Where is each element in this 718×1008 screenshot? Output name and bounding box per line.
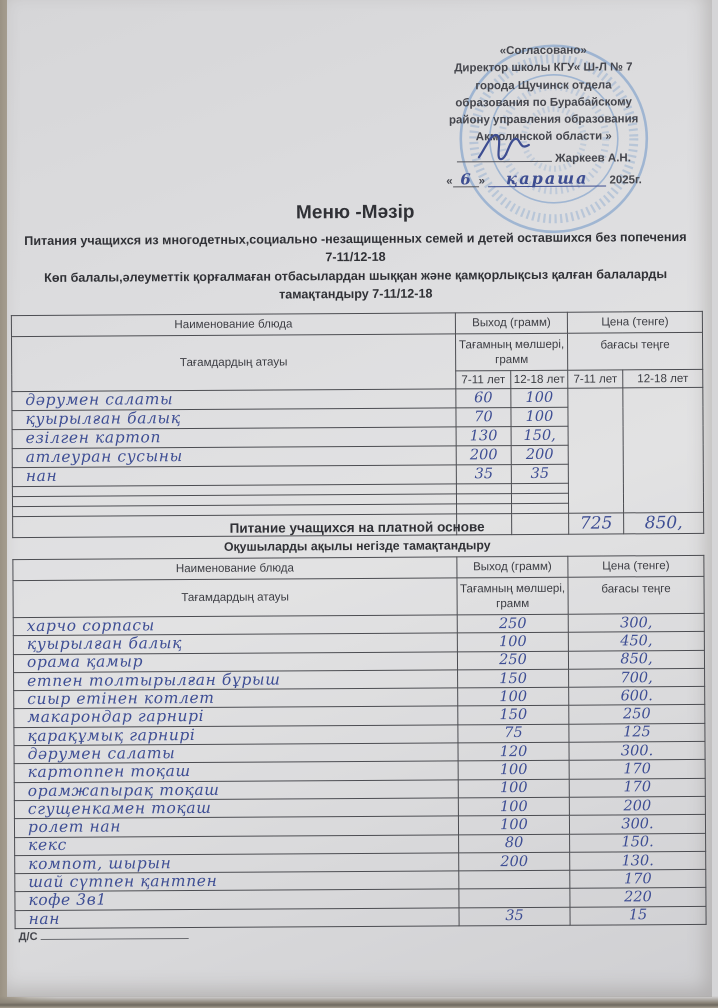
col-header-name-ru: Наименование блюда xyxy=(13,557,457,581)
col-header-output-ru: Выход (грамм) xyxy=(457,556,568,578)
col-header-price-ru: Цена (тенге) xyxy=(567,311,702,333)
date-year: 2025г. xyxy=(609,174,642,187)
dish-name: дәрумен салаты xyxy=(14,743,458,764)
col-header-name-ru: Наименование блюда xyxy=(11,313,455,337)
price: 300, xyxy=(568,613,704,632)
free-meals-table xyxy=(11,311,704,538)
empty-cell xyxy=(511,483,568,493)
portion: 100 xyxy=(458,797,569,816)
price: 15 xyxy=(570,906,706,925)
portion: 100 xyxy=(457,633,568,652)
price: 700, xyxy=(569,668,705,687)
approval-line: «Согласовано» xyxy=(499,44,587,58)
empty-cell xyxy=(456,484,511,494)
paid-meals-table xyxy=(12,555,706,929)
total-price-7-11: 725 xyxy=(569,513,624,534)
price: 850, xyxy=(568,650,704,669)
dish-name: орама қамыр xyxy=(13,651,457,672)
dish-name: компот, шырын xyxy=(15,853,459,874)
price-12-18-merged xyxy=(623,387,704,512)
signature-underline xyxy=(457,148,552,162)
col-header-price-kz: бағасы теңге xyxy=(568,332,703,370)
dish-name: дәрумен салаты xyxy=(12,389,456,411)
age-range: 7-11/12-18 xyxy=(325,250,386,265)
dish-name: қуырылған балық xyxy=(12,408,456,430)
age-col-output-1: 7-11 лет xyxy=(456,371,511,389)
portion: 100 xyxy=(458,815,569,834)
portion-12-18: 35 xyxy=(511,464,568,483)
price-7-11-merged xyxy=(568,388,624,513)
dish-name: харчо сорпасы xyxy=(13,615,457,636)
empty-cell xyxy=(511,493,568,503)
age-col-output-2: 12-18 лет xyxy=(511,370,568,388)
dish-name: шай сүтпен қантпен xyxy=(15,871,459,892)
dish-name: қуырылған балық xyxy=(13,633,457,654)
dish-name: сиыр етінен котлет xyxy=(14,688,458,709)
portion-7-11: 70 xyxy=(456,408,511,427)
total-price-12-18: 850, xyxy=(624,512,704,533)
portion: 250 xyxy=(457,651,568,670)
paid-heading-ru: Питание учащихся на платной основе xyxy=(229,519,485,536)
price: 250 xyxy=(569,705,705,724)
portion-12-18: 150, xyxy=(511,426,568,445)
date-day-handwritten: 6 xyxy=(453,173,479,187)
dish-name: езілген картоп xyxy=(12,427,456,449)
price: 200 xyxy=(569,796,705,815)
portion: 250 xyxy=(457,614,568,633)
footer-dc-line xyxy=(19,928,189,943)
portion: 200 xyxy=(459,852,570,871)
dc-label: Д/С xyxy=(18,930,38,944)
portion-12-18: 100 xyxy=(511,407,568,426)
portion-7-11: 35 xyxy=(456,465,511,484)
portion: 120 xyxy=(458,742,569,761)
dish-name: атлеуран сусыны xyxy=(12,446,456,468)
signature-icon xyxy=(475,128,533,162)
date-month-handwritten: қараша xyxy=(488,170,606,187)
approval-block xyxy=(397,42,690,191)
dc-underline xyxy=(40,928,188,940)
paid-meals-heading xyxy=(0,518,714,555)
price: 170 xyxy=(569,760,705,779)
portion: 80 xyxy=(459,834,570,853)
col-header-output-ru: Выход (грамм) xyxy=(455,312,567,334)
title-block xyxy=(0,200,713,305)
portion-12-18: 100 xyxy=(511,388,568,407)
col-header-name-kz: Тағамдардың атауы xyxy=(11,334,455,392)
quote-close: » xyxy=(478,174,486,188)
approval-line: образования по Бурабайскому xyxy=(455,96,632,110)
portion-7-11: 130 xyxy=(456,427,511,446)
age-col-price-2: 12-18 лет xyxy=(623,369,703,387)
paid-heading-kz: Оқушыларды ақылы негізде тамақтандыру xyxy=(223,538,491,554)
subtitle-kz: Көп балалы,әлеуметтік қорғалмаған отбасылардан шыққан және қамқорлықсыз қалған балаларды xyxy=(44,266,668,285)
portion: 100 xyxy=(458,687,569,706)
signer-name: Жаркеев А.Н. xyxy=(555,151,631,165)
dish-name: етпен толтырылған бұрыш xyxy=(14,670,458,691)
page-title: Меню -Мәзір xyxy=(295,201,415,224)
col-header-price-ru: Цена (тенге) xyxy=(568,555,704,577)
price: 125 xyxy=(569,723,705,742)
portion xyxy=(459,889,570,908)
dish-name: сгущенкамен тоқаш xyxy=(14,798,458,819)
portion: 100 xyxy=(458,779,569,798)
empty-cell xyxy=(512,503,569,513)
dish-name: қарақұмық гарнирі xyxy=(14,725,458,746)
dish-name: ролет нан xyxy=(14,816,458,837)
approval-line: города Щучинск отдела xyxy=(475,78,612,92)
portion: 100 xyxy=(458,761,569,780)
portion: 75 xyxy=(458,724,569,743)
dish-name: макарондар гарнирі xyxy=(14,706,458,727)
dish-name: нан xyxy=(12,465,456,487)
price: 450, xyxy=(568,632,704,651)
empty-cell xyxy=(457,504,512,514)
approval-date xyxy=(398,170,690,191)
dish-name: орамжапырақ тоқаш xyxy=(14,780,458,801)
subtitle-ru: Питания учащихся из многодетных,социально -незащищенных семей и детей оставшихся без попечения xyxy=(24,229,687,249)
subtitle-kz-cont: тамақтандыру 7-11/12-18 xyxy=(278,286,433,302)
quote-open: « xyxy=(446,175,453,188)
dish-name: картоппен тоқаш xyxy=(14,761,458,782)
dish-name: нан xyxy=(15,908,459,929)
col-header-output-kz: Тағамның мөлшері, грамм xyxy=(457,577,568,615)
price: 150. xyxy=(570,833,706,852)
table-row xyxy=(15,906,706,929)
price: 170 xyxy=(570,870,706,889)
portion-12-18: 200 xyxy=(511,445,568,464)
signature-line xyxy=(398,147,690,168)
price: 170 xyxy=(569,778,705,797)
col-header-name-kz: Тағамдардың атауы xyxy=(13,578,457,618)
approval-line: району управления образования xyxy=(448,113,639,127)
price: 300. xyxy=(569,741,705,760)
portion: 150 xyxy=(458,706,569,725)
dish-name: кекс xyxy=(15,834,459,855)
portion xyxy=(459,870,570,889)
col-header-output-kz: Тағамның мөлшері, грамм xyxy=(455,333,567,371)
price: 220 xyxy=(570,888,706,907)
portion-7-11: 60 xyxy=(456,389,511,408)
age-col-price-1: 7-11 лет xyxy=(568,370,623,388)
portion: 35 xyxy=(459,907,570,926)
portion: 150 xyxy=(458,669,569,688)
table-row xyxy=(12,387,703,410)
empty-cell xyxy=(456,494,511,504)
col-header-price-kz: бағасы теңге xyxy=(568,576,704,614)
portion-7-11: 200 xyxy=(456,446,511,465)
dish-name: кофе 3в1 xyxy=(15,889,459,910)
photo-edge xyxy=(0,996,718,1008)
price: 600. xyxy=(569,687,705,706)
approval-line: Директор школы КГУ« Ш-Л № 7 xyxy=(454,61,633,75)
approval-line: Акмолинской области » xyxy=(475,130,612,144)
price: 130. xyxy=(570,851,706,870)
price: 300. xyxy=(569,815,705,834)
